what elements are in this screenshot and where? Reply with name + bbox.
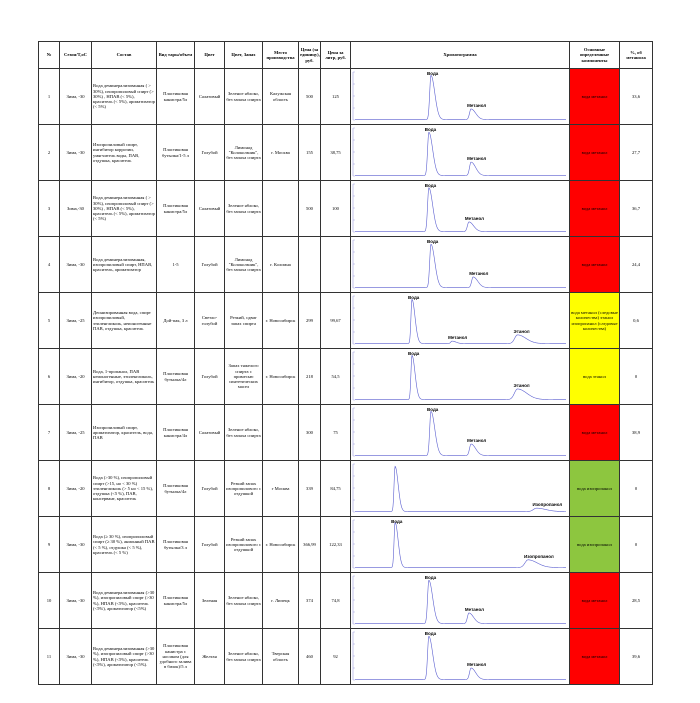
table-row — [39, 517, 653, 573]
chromatogram-plot — [351, 237, 570, 292]
chromatogram-plot — [351, 405, 570, 460]
row-components: вода метанол — [570, 69, 620, 125]
chromatogram-plot — [351, 125, 570, 180]
row-color-smell: Резкий запах изопропилового с отдушкой — [225, 517, 263, 573]
header-num: № — [39, 42, 60, 69]
row-composition: Вода (≥ 30 %), изопропиловый спирт (≥ 30 %), анионный ПАВ (< 5 %), отдушка (< 5 %), краситель (< 5 %) — [92, 517, 157, 573]
header-price-liter: Цена за литр, руб. — [321, 42, 351, 69]
row-color: Салатовый — [195, 181, 225, 237]
table-row — [39, 293, 653, 349]
header-components: Основные определенные компоненты — [570, 42, 620, 69]
row-price-unit: 460 — [299, 629, 321, 685]
row-packaging: Пластиковая канистра с носиком (для удобного залива в бачок)/5 л — [157, 629, 195, 685]
row-price-liter — [321, 237, 351, 293]
row-price-unit: 218 — [299, 349, 321, 405]
row-place: г Москва — [263, 461, 299, 517]
table-row — [39, 349, 653, 405]
chromatogram-plot — [351, 293, 570, 348]
table-row — [39, 69, 653, 125]
row-components: вода метанол — [570, 125, 620, 181]
header-color-smell: Цвет, Запах — [225, 42, 263, 69]
row-color-smell: Зеленое яблоко, без запаха спирта — [225, 181, 263, 237]
chromatogram-trace — [355, 188, 566, 232]
row-color-smell: Лимонад "Колокольчик", без запаха спирта — [225, 237, 263, 293]
row-season: Зима, -30 — [60, 69, 92, 125]
peak-label: Вода — [427, 407, 439, 412]
row-place: г. Новосибирск — [263, 517, 299, 573]
row-price-liter: 38,75 — [321, 125, 351, 181]
row-price-liter: 92 — [321, 629, 351, 685]
row-number: 7 — [39, 405, 60, 461]
row-price-liter: 125 — [321, 69, 351, 125]
row-color-smell: Зеленое яблоко, без запаха спирта — [225, 573, 263, 629]
header-composition: Состав — [92, 42, 157, 69]
table-row — [39, 125, 653, 181]
chromatogram-trace — [355, 580, 566, 623]
chromatogram-cell — [351, 181, 570, 237]
peak-label: Вода — [391, 519, 403, 524]
row-packaging: Пластиковая бутылка/3 л — [157, 517, 195, 573]
row-color: Салатовый — [195, 69, 225, 125]
row-color: Светло-голубой — [195, 293, 225, 349]
row-price-unit: 155 — [299, 125, 321, 181]
peak-label: Этанол — [513, 328, 530, 334]
row-price-liter: 99,67 — [321, 293, 351, 349]
peak-label: Вода — [424, 183, 437, 188]
header-season: Сезон/T,oC — [60, 42, 92, 69]
chromatogram-cell — [351, 573, 570, 629]
row-color: Голубой — [195, 517, 225, 573]
row-price-liter: 74,8 — [321, 573, 351, 629]
row-composition: Вода, 1-пропанол, ПАВ неионогенные, этиленгликоль, ингибитор, отдушка, краситель — [92, 349, 157, 405]
chromatogram-plot — [351, 461, 570, 516]
row-composition: Вода (>30 %), изопропиловый спирт (>15, но < 30 %) этиленгликоль (> 5 но < 15 %), отдушка (<5 %), ПАВ, консервант, краситель — [92, 461, 157, 517]
peak-label: Метанол — [467, 156, 487, 162]
row-number: 1 — [39, 69, 60, 125]
row-packaging: 1-5 — [157, 237, 195, 293]
row-methanol-pct: 0 — [620, 349, 653, 405]
peak-label: Метанол — [464, 215, 485, 221]
peak-label: Вода — [427, 71, 439, 76]
chromatogram-plot — [351, 517, 570, 572]
chromatogram-cell — [351, 237, 570, 293]
chromatogram-plot — [351, 69, 570, 124]
row-price-liter: 75 — [321, 405, 351, 461]
row-color-smell: Зеленое яблоко, без запаха спирта — [225, 69, 263, 125]
chromatogram-cell — [351, 125, 570, 181]
row-color-smell: Резкий, сдвиг запах спирта — [225, 293, 263, 349]
header-methanol-pct: %, об метанола — [620, 42, 653, 69]
row-number: 2 — [39, 125, 60, 181]
row-number: 4 — [39, 237, 60, 293]
peak-label: Вода — [408, 351, 420, 356]
peak-label: Метанол — [467, 103, 487, 108]
row-season: Зима,-30 — [60, 181, 92, 237]
peak-label: Метанол — [467, 438, 487, 443]
chromatogram-cell — [351, 517, 570, 573]
antifreeze-table — [38, 41, 653, 685]
chromatogram-trace — [355, 636, 566, 679]
row-color-smell: Зеленое яблоко, без запаха спирта — [225, 629, 263, 685]
row-methanol-pct: 27,7 — [620, 125, 653, 181]
row-place — [263, 405, 299, 461]
row-components: вода метанол (следовые количества) этанол изопропанол (следовые количества) — [570, 293, 620, 349]
chromatogram-trace — [355, 522, 566, 567]
row-components: вода изопропанол — [570, 461, 620, 517]
row-components: вода метанол — [570, 237, 620, 293]
row-color-smell: Резкий запах изопропилового с отдушкой — [225, 461, 263, 517]
row-methanol-pct: 38,9 — [620, 405, 653, 461]
table-row — [39, 405, 653, 461]
row-price-unit: 500 — [299, 69, 321, 125]
chromatogram-cell — [351, 461, 570, 517]
row-number: 9 — [39, 517, 60, 573]
peak-label: Вода — [424, 127, 437, 132]
row-number: 3 — [39, 181, 60, 237]
header-place: Место производства — [263, 42, 299, 69]
row-place — [263, 181, 299, 237]
peak-label: Вода — [424, 575, 437, 580]
row-packaging: Пластиковая канистра/5л — [157, 573, 195, 629]
chromatogram-trace — [355, 244, 566, 287]
row-price-liter: 100 — [321, 181, 351, 237]
row-methanol-pct: 0 — [620, 461, 653, 517]
row-color: Желтая — [195, 629, 225, 685]
row-methanol-pct: 24,4 — [620, 237, 653, 293]
row-methanol-pct: 33,6 — [620, 69, 653, 125]
row-number: 5 — [39, 293, 60, 349]
row-number: 11 — [39, 629, 60, 685]
peak-label: Изопропанол — [524, 553, 554, 559]
chromatogram-cell — [351, 349, 570, 405]
peak-label: Вода — [427, 239, 439, 244]
row-methanol-pct: 39,6 — [620, 629, 653, 685]
table-row — [39, 573, 653, 629]
row-color: Голубой — [195, 461, 225, 517]
row-components: вода метанол — [570, 405, 620, 461]
chromatogram-trace — [355, 75, 566, 119]
row-methanol-pct: 0,6 — [620, 293, 653, 349]
row-color-smell: Лимонад "Колокольчик", без запаха спирта — [225, 125, 263, 181]
header-packaging: Вид тары/объем — [157, 42, 195, 69]
chromatogram-plot — [351, 629, 570, 684]
row-number: 6 — [39, 349, 60, 405]
row-composition: Вода деминерализованная, изопропиловый спирт, НПАВ, краситель, ароматизатор — [92, 237, 157, 293]
row-color: Зеленая — [195, 573, 225, 629]
row-season: Зима, -30 — [60, 237, 92, 293]
chromatogram-cell — [351, 405, 570, 461]
row-packaging: Пластиковая бутылка/1-5 л — [157, 125, 195, 181]
peak-label: Вода — [424, 631, 437, 636]
row-season: Зима, -30 — [60, 573, 92, 629]
row-place: г. Новосибирск — [263, 349, 299, 405]
table-row — [39, 237, 653, 293]
row-color: Салатовый — [195, 405, 225, 461]
row-place: г. Липецк — [263, 573, 299, 629]
peak-label: Метанол — [469, 271, 489, 276]
row-color: Голубой — [195, 237, 225, 293]
chromatogram-trace — [355, 411, 566, 455]
peak-label: Метанол — [448, 335, 468, 341]
row-color-smell: Запах тяжелого спирта с примесью синтетических масел — [225, 349, 263, 405]
row-season: Зима, -30 — [60, 629, 92, 685]
row-number: 10 — [39, 573, 60, 629]
row-place: г. Москва — [263, 125, 299, 181]
peak-label: Метанол — [467, 662, 487, 667]
chromatogram-cell — [351, 69, 570, 125]
row-components: вода метанол — [570, 629, 620, 685]
row-season: Зима, -25 — [60, 293, 92, 349]
row-number: 8 — [39, 461, 60, 517]
row-price-liter: 122,33 — [321, 517, 351, 573]
peak-label: Вода — [408, 295, 420, 300]
row-components: вода этанол — [570, 349, 620, 405]
row-season: Зима, -25 — [60, 405, 92, 461]
row-season: Зима, -20 — [60, 349, 92, 405]
row-composition: Вода деминерализованная (>30 %), изопропиловый спирт (>30 %), НПАВ (<5%), краситель (<5%), ароматизатор (<5%) — [92, 573, 157, 629]
row-season: Зима, -20 — [60, 461, 92, 517]
row-components: вода изопропанол — [570, 517, 620, 573]
row-packaging: Пластиковая бутылка/4л — [157, 461, 195, 517]
peak-label: Этанол — [513, 383, 530, 388]
row-packaging: Пластиковая канистра/4л — [157, 405, 195, 461]
row-price-liter: 54,5 — [321, 349, 351, 405]
row-methanol-pct: 28,5 — [620, 573, 653, 629]
row-season: Зима, -30 — [60, 517, 92, 573]
row-price-unit: 299 — [299, 293, 321, 349]
row-composition: Вода деминерализованная (>30 %), изопропиловый спирт (>30 %), НПАВ (<5%), краситель (<5%), ароматизатор (<5%). — [92, 629, 157, 685]
peak-label: Метанол — [464, 607, 485, 612]
header-price-unit: Цена (за единицу), руб. — [299, 42, 321, 69]
chromatogram-plot — [351, 349, 570, 404]
row-composition: Изопропиловый спирт, ароматизатор, краситель, вода, ПАВ — [92, 405, 157, 461]
chromatogram-trace — [355, 355, 566, 399]
row-price-liter: 84,75 — [321, 461, 351, 517]
row-color: Голубой — [195, 349, 225, 405]
row-color: Голубой — [195, 125, 225, 181]
chromatogram-trace — [355, 132, 566, 175]
table-row — [39, 629, 653, 685]
row-packaging: Пластиковая канистра/5л — [157, 69, 195, 125]
table-row — [39, 181, 653, 237]
header-chromatogram: Хроматограмма — [351, 42, 570, 69]
row-price-unit: 374 — [299, 573, 321, 629]
row-composition: Вода деминерализованная ( > 30%), изопропиловый спирт (> 30%) , НПАВ (< 5%), краситель (< 5%), ароматизатор (< 5%) — [92, 69, 157, 125]
row-composition: Вода деминерализованная ( > 30%), изопропиловый спирт (> 30%) , НПАВ (< 5%), краситель (< 5%), ароматизатор (< 5%) — [92, 181, 157, 237]
row-price-unit: 500 — [299, 181, 321, 237]
row-methanol-pct: 36,7 — [620, 181, 653, 237]
row-composition: Изопропиловый спирт, ингибитор коррозии, умягчитель воды, ПАВ, отдушка, краситель — [92, 125, 157, 181]
row-place: г. Новосибирск — [263, 293, 299, 349]
row-place: Калужская область — [263, 69, 299, 125]
row-price-unit: 300 — [299, 405, 321, 461]
table-row — [39, 461, 653, 517]
row-color-smell: Зеленое яблоко, без запаха спирта — [225, 405, 263, 461]
chromatogram-plot — [351, 573, 570, 628]
header-row — [39, 42, 653, 69]
chromatogram-cell — [351, 293, 570, 349]
row-components: вода метанол — [570, 181, 620, 237]
row-packaging: Дой-пак, 3 л — [157, 293, 195, 349]
row-methanol-pct: 0 — [620, 517, 653, 573]
row-price-unit — [299, 237, 321, 293]
row-place: Тверская область — [263, 629, 299, 685]
row-components: вода метанол — [570, 573, 620, 629]
row-place: г. Коломна — [263, 237, 299, 293]
row-packaging: Пластиковая канистра/5л — [157, 181, 195, 237]
header-color: Цвет — [195, 42, 225, 69]
row-composition: Деонизированная вода, спирт изопропиловый, этиленгликоль, неионогенные ПАВ, отдушка, краситель — [92, 293, 157, 349]
row-season: Зима, -30 — [60, 125, 92, 181]
chromatogram-plot — [351, 181, 570, 236]
chromatogram-cell — [351, 629, 570, 685]
row-price-unit: 366,99 — [299, 517, 321, 573]
row-price-unit: 339 — [299, 461, 321, 517]
row-packaging: Пластиковая бутылка/4л — [157, 349, 195, 405]
peak-label: Изопропанол — [532, 502, 563, 508]
